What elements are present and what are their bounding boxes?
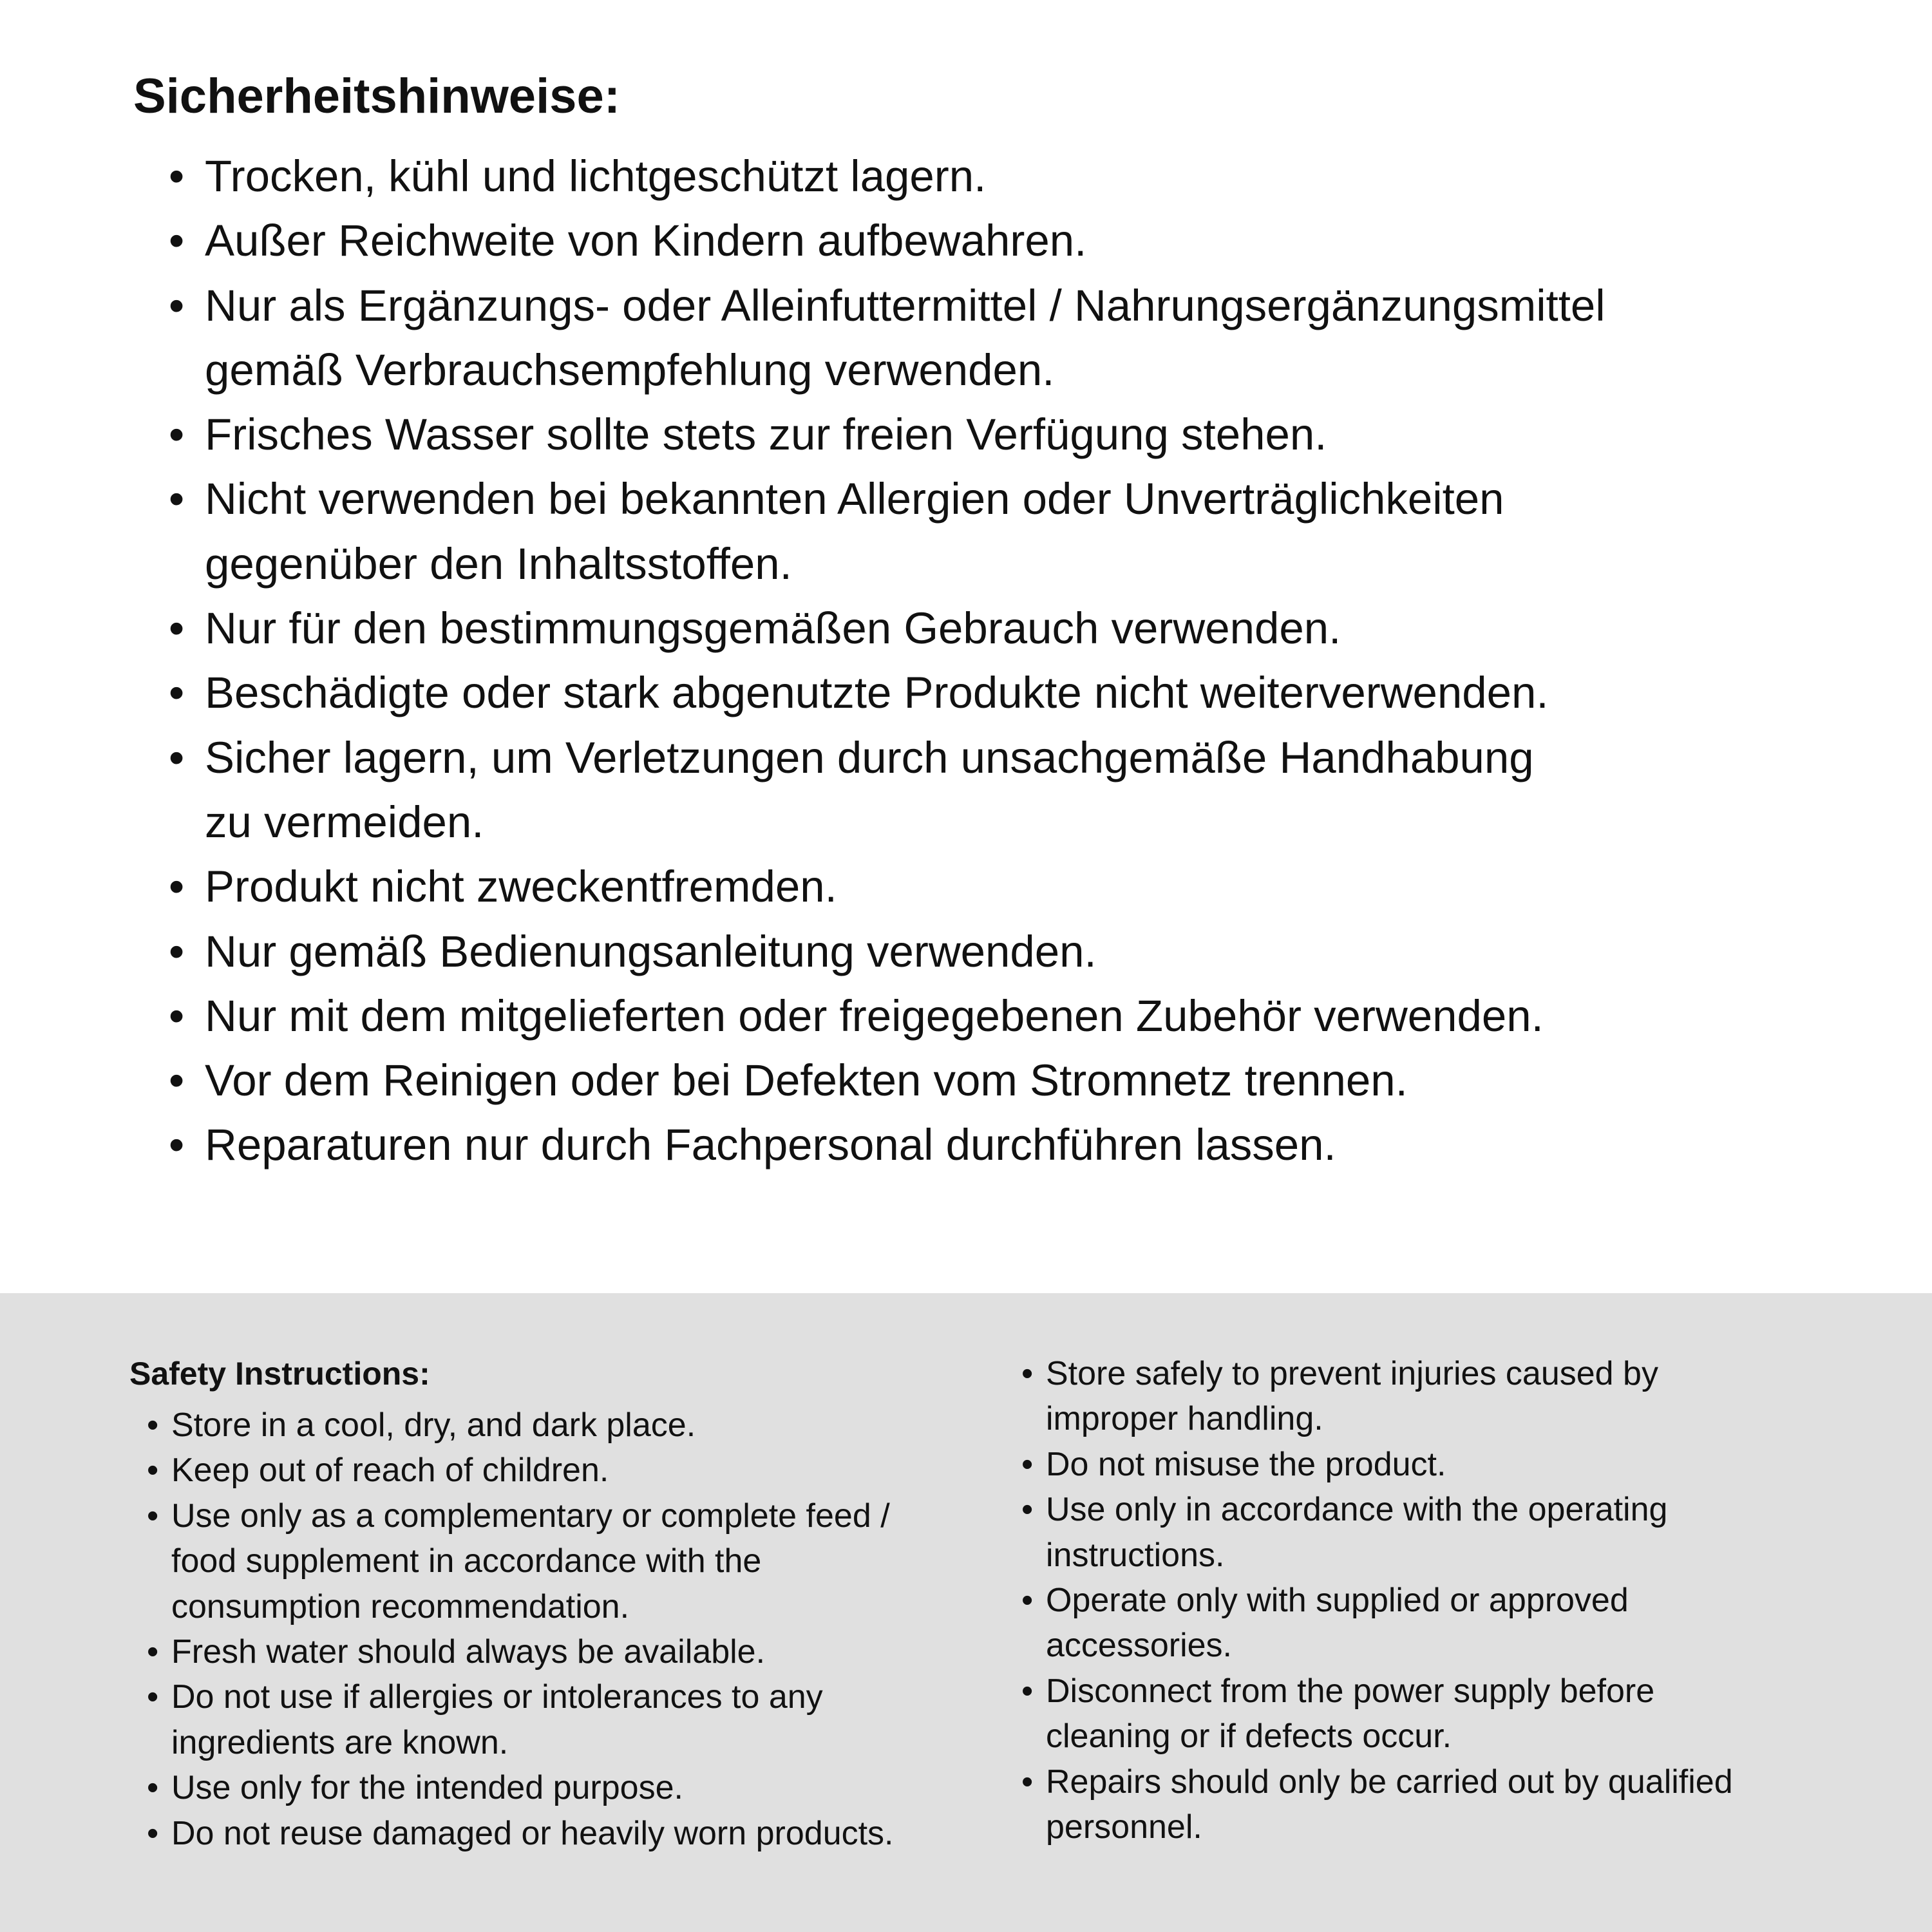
list-item: [1021, 1759, 1733, 1850]
list-item: [147, 1629, 894, 1674]
list-item: [169, 144, 1605, 209]
list-item-text: consumption recommendation.: [171, 1587, 630, 1625]
list-item-text: food supplement in accordance with the: [171, 1542, 762, 1580]
list-item-text: Do not misuse the product.: [1046, 1445, 1446, 1483]
list-item-text: Store in a cool, dry, and dark place.: [171, 1406, 696, 1444]
list-item-text: Nicht verwenden bei bekannten Allergien oder Unverträglichkeiten: [205, 474, 1504, 524]
list-item: [1021, 1669, 1733, 1759]
list-item: [147, 1765, 894, 1810]
list-item-text: Nur für den bestimmungsgemäßen Gebrauch verwenden.: [205, 603, 1341, 654]
english-safety-title: Safety Instructions:: [129, 1356, 430, 1392]
list-item-text: ingredients are known.: [171, 1723, 509, 1761]
bullet-icon: •: [147, 1452, 159, 1490]
bullet-icon: •: [169, 151, 185, 201]
bullet-icon: •: [147, 1769, 159, 1807]
bullet-icon: •: [1021, 1491, 1034, 1529]
list-item-text: zu vermeiden.: [205, 797, 484, 847]
german-safety-list: [169, 144, 1605, 1178]
list-item: [169, 402, 1605, 467]
list-item: [169, 596, 1605, 661]
list-item: [169, 274, 1605, 403]
bullet-icon: •: [1021, 1355, 1034, 1392]
list-item: [169, 855, 1605, 919]
list-item: [147, 1674, 894, 1765]
bullet-icon: •: [169, 1056, 185, 1106]
list-item: [169, 467, 1605, 596]
list-item-text: accessories.: [1046, 1627, 1232, 1665]
bullet-icon: •: [169, 926, 185, 976]
bullet-icon: •: [169, 216, 185, 266]
list-item: [169, 209, 1605, 273]
list-item-text: Beschädigte oder stark abgenutzte Produkte nicht weiterverwenden.: [205, 668, 1549, 718]
list-item: [1021, 1442, 1733, 1487]
list-item-text: Operate only with supplied or approved: [1046, 1582, 1629, 1620]
bullet-icon: •: [169, 668, 185, 718]
bullet-icon: •: [169, 603, 185, 654]
list-item-text: Use only for the intended purpose.: [171, 1769, 683, 1807]
list-item: [169, 726, 1605, 855]
list-item-text: Use only in accordance with the operating: [1046, 1491, 1668, 1529]
list-item: [1021, 1351, 1733, 1442]
list-item: [147, 1811, 894, 1856]
list-item-text: Außer Reichweite von Kindern aufbewahren.: [205, 216, 1087, 266]
list-item-text: personnel.: [1046, 1808, 1202, 1846]
list-item: [169, 984, 1605, 1048]
bullet-icon: •: [147, 1814, 159, 1852]
list-item-text: Vor dem Reinigen oder bei Defekten vom Stromnetz trennen.: [205, 1056, 1408, 1106]
list-item-text: gegenüber den Inhaltsstoffen.: [205, 538, 792, 589]
bullet-icon: •: [1021, 1672, 1034, 1710]
bullet-icon: •: [147, 1497, 159, 1535]
list-item-text: Do not reuse damaged or heavily worn products.: [171, 1814, 894, 1852]
list-item-text: Reparaturen nur durch Fachpersonal durchführen lassen.: [205, 1120, 1336, 1170]
list-item-text: Trocken, kühl und lichtgeschützt lagern.: [205, 151, 987, 201]
list-item-text: Repairs should only be carried out by qualified: [1046, 1763, 1733, 1801]
list-item-text: Nur gemäß Bedienungsanleitung verwenden.: [205, 926, 1097, 976]
bullet-icon: •: [169, 410, 185, 460]
bullet-icon: •: [1021, 1763, 1034, 1801]
bullet-icon: •: [169, 1120, 185, 1170]
list-item-text: Keep out of reach of children.: [171, 1452, 609, 1490]
bullet-icon: •: [1021, 1445, 1034, 1483]
list-item-text: Frisches Wasser sollte stets zur freien Verfügung stehen.: [205, 410, 1327, 460]
list-item: [1021, 1578, 1733, 1669]
list-item: [169, 661, 1605, 725]
bullet-icon: •: [1021, 1582, 1034, 1620]
list-item-text: instructions.: [1046, 1536, 1225, 1574]
list-item: [169, 1113, 1605, 1177]
list-item-text: Nur als Ergänzungs- oder Alleinfuttermittel / Nahrungsergänzungsmittel: [205, 280, 1605, 330]
list-item: [147, 1493, 894, 1629]
bullet-icon: •: [147, 1406, 159, 1444]
list-item-text: Fresh water should always be available.: [171, 1633, 766, 1671]
list-item: [147, 1403, 894, 1448]
bullet-icon: •: [169, 732, 185, 782]
list-item-text: Nur mit dem mitgelieferten oder freigegebenen Zubehör verwenden.: [205, 990, 1544, 1041]
german-safety-title: Sicherheitshinweise:: [133, 69, 621, 124]
list-item-text: improper handling.: [1046, 1400, 1323, 1438]
bullet-icon: •: [169, 862, 185, 912]
list-item: [147, 1448, 894, 1493]
bullet-icon: •: [169, 280, 185, 330]
list-item-text: Do not use if allergies or intolerances to any: [171, 1678, 823, 1716]
bullet-icon: •: [169, 990, 185, 1041]
list-item-text: Use only as a complementary or complete feed /: [171, 1497, 890, 1535]
bullet-icon: •: [147, 1678, 159, 1716]
list-item-text: cleaning or if defects occur.: [1046, 1718, 1452, 1756]
english-safety-list-left: [147, 1403, 894, 1856]
list-item-text: Disconnect from the power supply before: [1046, 1672, 1655, 1710]
english-safety-list-right: [1021, 1351, 1733, 1850]
bullet-icon: •: [169, 474, 185, 524]
list-item-text: Produkt nicht zweckentfremden.: [205, 862, 837, 912]
list-item: [169, 920, 1605, 984]
list-item-text: Sicher lagern, um Verletzungen durch unsachgemäße Handhabung: [205, 732, 1534, 782]
list-item-text: gemäß Verbrauchsempfehlung verwenden.: [205, 345, 1055, 395]
bullet-icon: •: [147, 1633, 159, 1671]
list-item-text: Store safely to prevent injuries caused by: [1046, 1355, 1658, 1392]
list-item: [1021, 1487, 1733, 1578]
list-item: [169, 1048, 1605, 1113]
